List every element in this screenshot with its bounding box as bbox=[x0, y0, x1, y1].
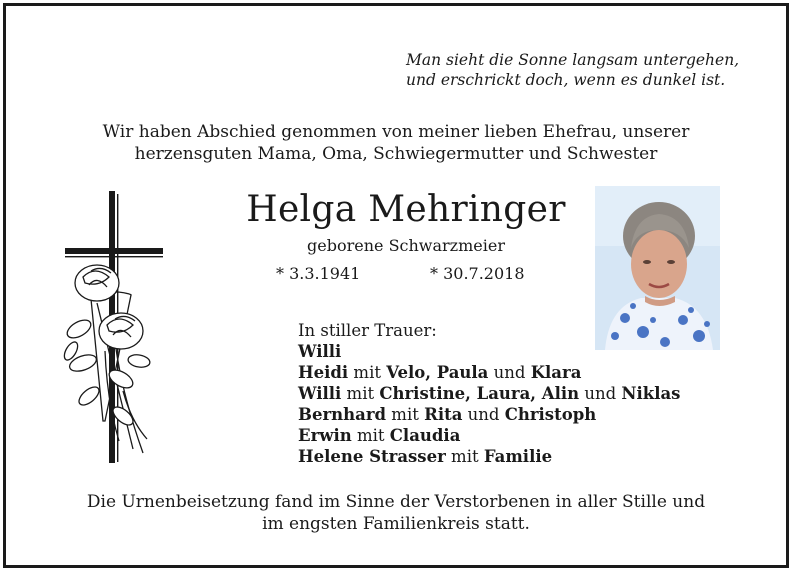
mourner-name: Heidi bbox=[298, 363, 349, 382]
poem-line: Man sieht die Sonne langsam untergehen, bbox=[406, 51, 740, 69]
mourner-name: Rita bbox=[424, 405, 463, 424]
mourner-line bbox=[298, 446, 680, 467]
connector-text: und bbox=[579, 384, 622, 403]
closing-line: im engsten Familienkreis statt. bbox=[262, 514, 530, 534]
mourners-list bbox=[298, 320, 680, 467]
mourner-name: Helene Strasser bbox=[298, 447, 446, 466]
poem-quote bbox=[406, 50, 739, 90]
obituary-notice bbox=[3, 3, 789, 568]
mourner-name: Christoph bbox=[504, 405, 597, 424]
mourners-heading: In stiller Trauer: bbox=[298, 321, 437, 340]
mourner-name: Willi bbox=[298, 342, 342, 361]
birth-date: * 3.3.1941 bbox=[276, 264, 361, 283]
connector-text: mit bbox=[445, 447, 484, 466]
intro-line: herzensguten Mama, Oma, Schwiegermutter und Schwester bbox=[134, 144, 658, 164]
mourner-name: Willi bbox=[298, 384, 342, 403]
death-date: * 30.7.2018 bbox=[430, 264, 525, 283]
connector-text: mit bbox=[348, 363, 387, 382]
mourner-name: Niklas bbox=[621, 384, 681, 403]
mourner-name: Klara bbox=[530, 363, 582, 382]
mourner-line bbox=[298, 341, 680, 362]
mourner-name: Velo, Paula bbox=[386, 363, 489, 382]
connector-text: mit bbox=[341, 384, 380, 403]
mourner-name: Christine, Laura, Alin bbox=[379, 384, 580, 403]
closing-text bbox=[6, 491, 786, 535]
deceased-name: Helga Mehringer bbox=[246, 189, 566, 230]
mourner-name: Familie bbox=[483, 447, 553, 466]
mourner-line bbox=[298, 404, 680, 425]
mourner-line bbox=[298, 362, 680, 383]
birth-name: geborene Schwarzmeier bbox=[307, 236, 505, 255]
closing-line: Die Urnenbeisetzung fand im Sinne der Verstorbenen in aller Stille und bbox=[86, 492, 706, 512]
connector-text: mit bbox=[386, 405, 425, 424]
mourner-lines bbox=[298, 341, 680, 467]
poem-line: und erschrickt doch, wenn es dunkel ist. bbox=[406, 71, 726, 89]
intro-text bbox=[6, 121, 786, 165]
mourner-line bbox=[298, 383, 680, 404]
mourner-name: Bernhard bbox=[298, 405, 387, 424]
mourner-name: Erwin bbox=[298, 426, 352, 445]
mourner-line bbox=[298, 425, 680, 446]
connector-text: und bbox=[488, 363, 531, 382]
intro-line: Wir haben Abschied genommen von meiner lieben Ehefrau, unserer bbox=[102, 122, 690, 142]
cross-with-roses-icon bbox=[61, 191, 171, 467]
connector-text: und bbox=[462, 405, 505, 424]
mourner-name: Claudia bbox=[389, 426, 461, 445]
connector-text: mit bbox=[351, 426, 390, 445]
